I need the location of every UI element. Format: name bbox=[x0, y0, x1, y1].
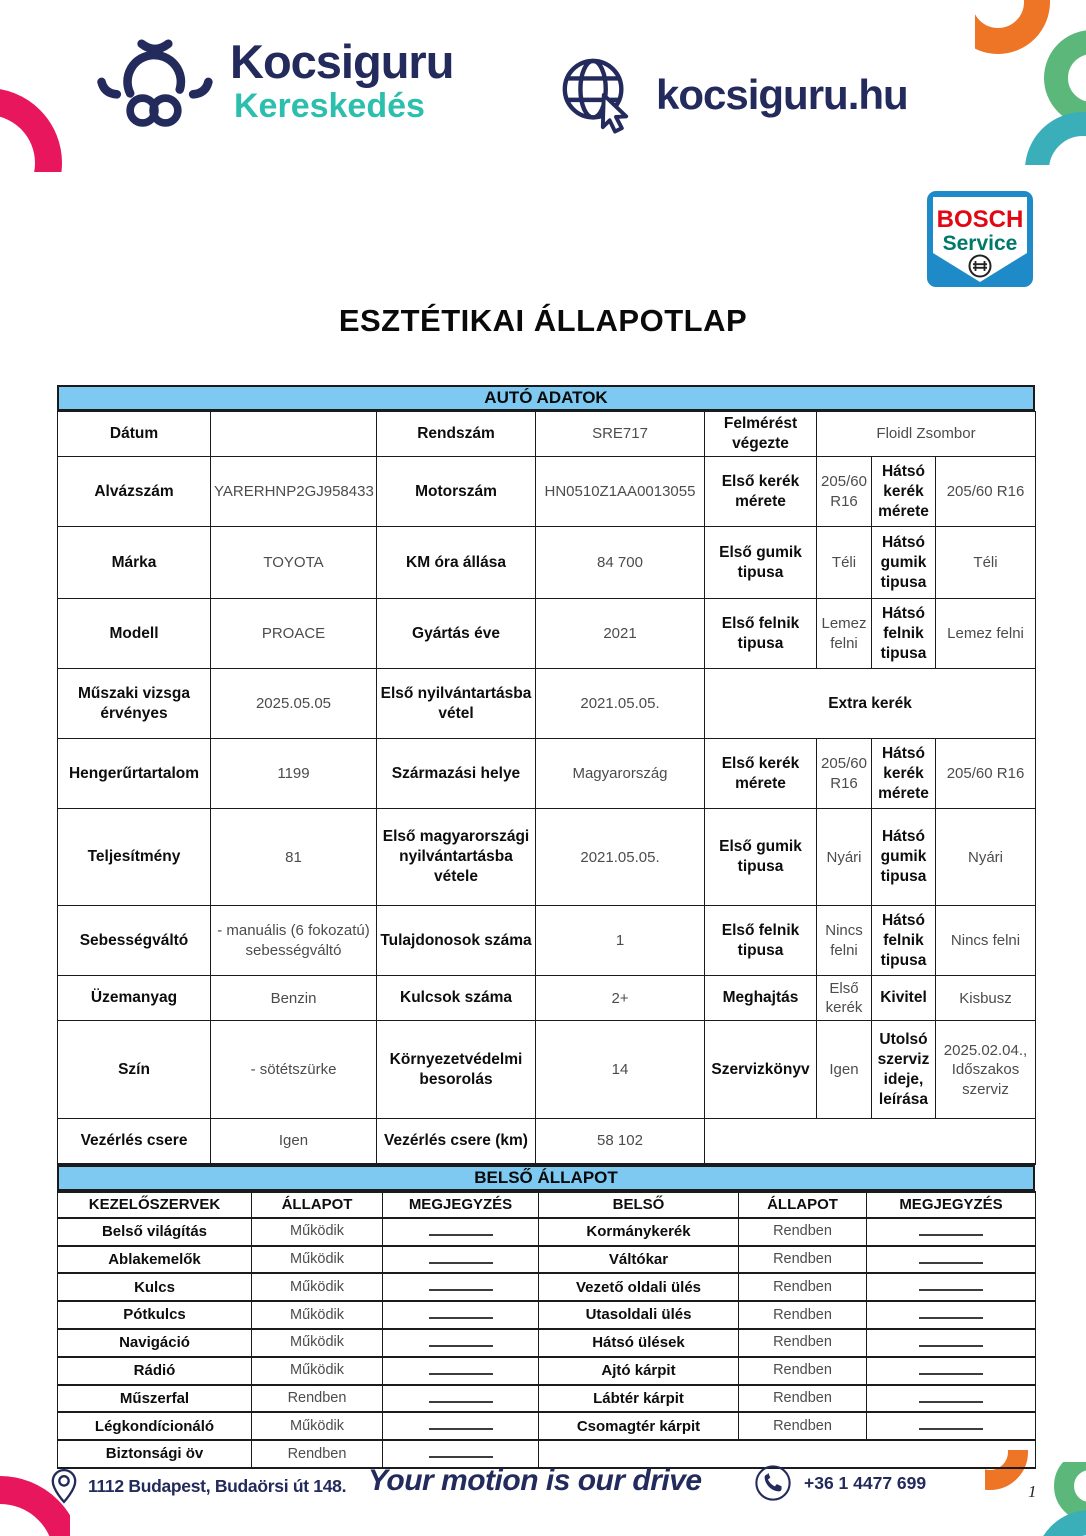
belso-allapot-column-header: KEZELŐSZERVEK bbox=[58, 1192, 252, 1218]
belso-allapot-value: Rendben bbox=[739, 1357, 867, 1385]
belso-allapot-label: Vezető oldali ülés bbox=[539, 1273, 739, 1301]
auto-adatok-row bbox=[58, 599, 1036, 669]
auto-adatok-value: Kisbusz bbox=[936, 976, 1036, 1021]
blank-note-line bbox=[429, 1249, 493, 1264]
belso-allapot-label: Pótkulcs bbox=[58, 1301, 252, 1329]
blank-note-line bbox=[429, 1360, 493, 1375]
belso-allapot-note-cell bbox=[383, 1273, 539, 1301]
bosch-logo-text: BOSCH bbox=[936, 206, 1024, 233]
auto-adatok-label: Vezérlés csere bbox=[58, 1119, 211, 1164]
auto-adatok-value bbox=[705, 1119, 1036, 1164]
auto-adatok-value: 1199 bbox=[211, 739, 377, 809]
auto-adatok-label: Hátsó felnik tipusa bbox=[872, 906, 936, 976]
footer-address: 1112 Budapest, Budaörsi út 148. bbox=[88, 1475, 347, 1496]
auto-adatok-table bbox=[57, 411, 1036, 1165]
auto-adatok-value: Floidl Zsombor bbox=[817, 412, 1036, 457]
auto-adatok-label: Üzemanyag bbox=[58, 976, 211, 1021]
auto-adatok-label: Kivitel bbox=[872, 976, 936, 1021]
auto-adatok-value: Igen bbox=[817, 1021, 872, 1119]
auto-adatok-label: Első felnik tipusa bbox=[705, 599, 817, 669]
auto-adatok-label: Műszaki vizsga érvényes bbox=[58, 669, 211, 739]
page-number: 1 bbox=[1028, 1482, 1037, 1501]
auto-adatok-value: Magyarország bbox=[536, 739, 705, 809]
auto-adatok-label: Hengerűrtartalom bbox=[58, 739, 211, 809]
belso-allapot-note-cell bbox=[867, 1329, 1036, 1357]
globe-cursor-icon bbox=[558, 54, 634, 136]
auto-adatok-label: Első nyilvántartásba vétel bbox=[377, 669, 536, 739]
belso-allapot-value: Működik bbox=[252, 1246, 383, 1274]
belso-allapot-header-row bbox=[58, 1192, 1036, 1218]
auto-adatok-value: Téli bbox=[936, 527, 1036, 599]
auto-adatok-label: Gyártás éve bbox=[377, 599, 536, 669]
belso-allapot-value: Működik bbox=[252, 1301, 383, 1329]
site-logo bbox=[558, 54, 908, 136]
auto-adatok-value: 2021.05.05. bbox=[536, 669, 705, 739]
auto-adatok-label: Tulajdonosok száma bbox=[377, 906, 536, 976]
auto-adatok-value: Benzin bbox=[211, 976, 377, 1021]
belso-allapot-value: Működik bbox=[252, 1218, 383, 1246]
auto-adatok-value: Igen bbox=[211, 1119, 377, 1164]
auto-adatok-value: Lemez felni bbox=[817, 599, 872, 669]
auto-adatok-label: Környezetvédelmi besorolás bbox=[377, 1021, 536, 1119]
auto-adatok-value: SRE717 bbox=[536, 412, 705, 457]
belso-allapot-label: Belső világítás bbox=[58, 1218, 252, 1246]
kocsiguru-logo bbox=[92, 32, 453, 128]
belso-allapot-value: Rendben bbox=[739, 1273, 867, 1301]
belso-allapot-value: Rendben bbox=[252, 1385, 383, 1413]
belso-allapot-value: Működik bbox=[252, 1329, 383, 1357]
logo-subtext: Kereskedés bbox=[234, 87, 425, 125]
auto-adatok-value: PROACE bbox=[211, 599, 377, 669]
belso-allapot-value: Rendben bbox=[739, 1301, 867, 1329]
blank-note-line bbox=[429, 1221, 493, 1236]
auto-adatok-row bbox=[58, 457, 1036, 527]
corner-arc-teal-top-right bbox=[1010, 105, 1086, 165]
auto-adatok-value: 2025.02.04., Időszakos szerviz bbox=[936, 1021, 1036, 1119]
belso-allapot-value: Rendben bbox=[739, 1246, 867, 1274]
auto-adatok-value: Nyári bbox=[936, 809, 1036, 906]
belso-allapot-label: Utasoldali ülés bbox=[539, 1301, 739, 1329]
auto-adatok-label: Sebességváltó bbox=[58, 906, 211, 976]
belso-allapot-label: Kormánykerék bbox=[539, 1218, 739, 1246]
auto-adatok-row bbox=[58, 527, 1036, 599]
auto-adatok-label: Motorszám bbox=[377, 457, 536, 527]
auto-adatok-value: HN0510Z1AA0013055 bbox=[536, 457, 705, 527]
blank-note-line bbox=[919, 1249, 983, 1264]
belso-allapot-label: Rádió bbox=[58, 1357, 252, 1385]
belso-allapot-column-header: BELSŐ bbox=[539, 1192, 739, 1218]
auto-adatok-label: Első kerék mérete bbox=[705, 739, 817, 809]
belso-allapot-row bbox=[58, 1218, 1036, 1246]
auto-adatok-value: Nincs felni bbox=[936, 906, 1036, 976]
blank-note-line bbox=[919, 1360, 983, 1375]
auto-adatok-value: YARERHNP2GJ958433 bbox=[211, 457, 377, 527]
footer bbox=[0, 1462, 1086, 1522]
auto-adatok-value: 1 bbox=[536, 906, 705, 976]
belso-allapot-value: Rendben bbox=[739, 1385, 867, 1413]
blank-note-line bbox=[429, 1276, 493, 1291]
auto-adatok-value: Nyári bbox=[817, 809, 872, 906]
belso-allapot-label: Műszerfal bbox=[58, 1385, 252, 1413]
auto-adatok-value: Nincs felni bbox=[817, 906, 872, 976]
auto-adatok-value bbox=[211, 412, 377, 457]
auto-adatok-label: Származási helye bbox=[377, 739, 536, 809]
auto-adatok-label: KM óra állása bbox=[377, 527, 536, 599]
auto-adatok-label: Első gumik tipusa bbox=[705, 527, 817, 599]
belso-allapot-note-cell bbox=[867, 1273, 1036, 1301]
belso-allapot-value: Működik bbox=[252, 1273, 383, 1301]
belso-allapot-column-header: MEGJEGYZÉS bbox=[383, 1192, 539, 1218]
auto-adatok-value: - manuális (6 fokozatú) sebességváltó bbox=[211, 906, 377, 976]
auto-adatok-value: 84 700 bbox=[536, 527, 705, 599]
belso-allapot-value: Működik bbox=[252, 1412, 383, 1440]
auto-adatok-label: Teljesítmény bbox=[58, 809, 211, 906]
footer-address-group bbox=[50, 1468, 346, 1504]
auto-adatok-value: 2021.05.05. bbox=[536, 809, 705, 906]
auto-adatok-label: Első felnik tipusa bbox=[705, 906, 817, 976]
auto-adatok-value: 205/60 R16 bbox=[817, 457, 872, 527]
belso-allapot-note-cell bbox=[867, 1218, 1036, 1246]
bosch-armature-icon bbox=[970, 256, 991, 277]
belso-allapot-note-cell bbox=[383, 1412, 539, 1440]
belso-allapot-value: Rendben bbox=[739, 1412, 867, 1440]
belso-allapot-note-cell bbox=[383, 1357, 539, 1385]
blank-note-line bbox=[919, 1221, 983, 1236]
auto-adatok-label: Felmérést végezte bbox=[705, 412, 817, 457]
belso-allapot-label: Lábtér kárpit bbox=[539, 1385, 739, 1413]
phone-icon bbox=[754, 1464, 792, 1502]
auto-adatok-label: Hátsó gumik tipusa bbox=[872, 809, 936, 906]
belso-allapot-label: Biztonsági öv bbox=[58, 1440, 252, 1468]
auto-adatok-row bbox=[58, 1021, 1036, 1119]
belso-allapot-note-cell bbox=[383, 1329, 539, 1357]
site-logo-text: kocsiguru.hu bbox=[656, 71, 908, 118]
belso-allapot-row bbox=[58, 1357, 1036, 1385]
auto-adatok-label: Hátsó kerék mérete bbox=[872, 457, 936, 527]
auto-adatok-label: Márka bbox=[58, 527, 211, 599]
belso-allapot-row bbox=[58, 1329, 1036, 1357]
auto-adatok-label: Utolsó szerviz ideje, leírása bbox=[872, 1021, 936, 1119]
belso-allapot-note-cell bbox=[867, 1357, 1036, 1385]
belso-allapot-note-cell bbox=[383, 1301, 539, 1329]
belso-allapot-note-cell bbox=[383, 1218, 539, 1246]
blank-note-line bbox=[429, 1332, 493, 1347]
belso-allapot-label: Ablakemelők bbox=[58, 1246, 252, 1274]
auto-adatok-value: - sötétszürke bbox=[211, 1021, 377, 1119]
blank-note-line bbox=[429, 1443, 493, 1458]
section-header-auto-adatok: AUTÓ ADATOK bbox=[57, 385, 1035, 411]
auto-adatok-value: 2021 bbox=[536, 599, 705, 669]
report-body bbox=[57, 385, 1035, 1469]
bosch-service-badge bbox=[926, 190, 1034, 293]
auto-adatok-row bbox=[58, 1119, 1036, 1164]
belso-allapot-note-cell bbox=[867, 1301, 1036, 1329]
belso-allapot-row bbox=[58, 1273, 1036, 1301]
auto-adatok-label: Szervizkönyv bbox=[705, 1021, 817, 1119]
auto-adatok-value: 205/60 R16 bbox=[817, 739, 872, 809]
auto-adatok-label: Hátsó gumik tipusa bbox=[872, 527, 936, 599]
auto-adatok-label: Első kerék mérete bbox=[705, 457, 817, 527]
belso-allapot-label: Navigáció bbox=[58, 1329, 252, 1357]
blank-note-line bbox=[919, 1388, 983, 1403]
auto-adatok-label: Modell bbox=[58, 599, 211, 669]
belso-allapot-column-header: ÁLLAPOT bbox=[739, 1192, 867, 1218]
page-title: ESZTÉTIKAI ÁLLAPOTLAP bbox=[338, 303, 748, 338]
section-header-belso-allapot: BELSŐ ÁLLAPOT bbox=[57, 1165, 1035, 1191]
blank-note-line bbox=[919, 1276, 983, 1291]
belso-allapot-table bbox=[57, 1191, 1036, 1469]
auto-adatok-value: 14 bbox=[536, 1021, 705, 1119]
corner-arc-green-top-right bbox=[1040, 30, 1086, 130]
belso-allapot-label: Hátsó ülések bbox=[539, 1329, 739, 1357]
belso-allapot-note-cell bbox=[383, 1246, 539, 1274]
auto-adatok-label: Kulcsok száma bbox=[377, 976, 536, 1021]
belso-allapot-row bbox=[58, 1385, 1036, 1413]
auto-adatok-label: Rendszám bbox=[377, 412, 536, 457]
footer-slogan: Your motion is our drive bbox=[368, 1464, 702, 1497]
auto-adatok-value: Lemez felni bbox=[936, 599, 1036, 669]
location-pin-icon bbox=[50, 1468, 78, 1504]
auto-adatok-value: Téli bbox=[817, 527, 872, 599]
footer-phone-group bbox=[754, 1464, 926, 1502]
auto-adatok-value: 81 bbox=[211, 809, 377, 906]
belso-allapot-column-header: ÁLLAPOT bbox=[252, 1192, 383, 1218]
corner-arc-pink-top-left bbox=[0, 86, 66, 172]
bosch-service-text: Service bbox=[942, 232, 1018, 255]
belso-allapot-value: Rendben bbox=[252, 1440, 383, 1468]
belso-allapot-row bbox=[58, 1246, 1036, 1274]
auto-adatok-label: Meghajtás bbox=[705, 976, 817, 1021]
belso-allapot-value: Működik bbox=[252, 1357, 383, 1385]
belso-allapot-value: Rendben bbox=[739, 1218, 867, 1246]
auto-adatok-label: Alvázszám bbox=[58, 457, 211, 527]
blank-note-line bbox=[429, 1415, 493, 1430]
auto-adatok-row bbox=[58, 739, 1036, 809]
auto-adatok-value: 2+ bbox=[536, 976, 705, 1021]
blank-note-line bbox=[429, 1388, 493, 1403]
dog-icon bbox=[92, 32, 216, 128]
belso-allapot-label: Légkondícionáló bbox=[58, 1412, 252, 1440]
auto-adatok-label: Extra kerék bbox=[705, 669, 1036, 739]
belso-allapot-label: Csomagtér kárpit bbox=[539, 1412, 739, 1440]
belso-allapot-note-cell bbox=[867, 1412, 1036, 1440]
belso-allapot-note-cell bbox=[867, 1385, 1036, 1413]
auto-adatok-label: Első magyarországi nyilvántartásba vétele bbox=[377, 809, 536, 906]
belso-allapot-value: Rendben bbox=[739, 1329, 867, 1357]
auto-adatok-value: 2025.05.05 bbox=[211, 669, 377, 739]
belso-allapot-note-cell bbox=[867, 1246, 1036, 1274]
auto-adatok-label: Hátsó felnik tipusa bbox=[872, 599, 936, 669]
auto-adatok-label: Dátum bbox=[58, 412, 211, 457]
logo-wordmark: Kocsiguru bbox=[230, 35, 454, 88]
auto-adatok-row bbox=[58, 412, 1036, 457]
belso-allapot-label: Váltókar bbox=[539, 1246, 739, 1274]
belso-allapot-note-cell bbox=[383, 1385, 539, 1413]
auto-adatok-label: Első gumik tipusa bbox=[705, 809, 817, 906]
auto-adatok-value: 58 102 bbox=[536, 1119, 705, 1164]
auto-adatok-value: TOYOTA bbox=[211, 527, 377, 599]
auto-adatok-value: 205/60 R16 bbox=[936, 739, 1036, 809]
auto-adatok-label: Hátsó kerék mérete bbox=[872, 739, 936, 809]
auto-adatok-row bbox=[58, 976, 1036, 1021]
auto-adatok-row bbox=[58, 669, 1036, 739]
footer-phone: +36 1 4477 699 bbox=[804, 1472, 927, 1493]
belso-allapot-row bbox=[58, 1301, 1036, 1329]
auto-adatok-label: Szín bbox=[58, 1021, 211, 1119]
blank-note-line bbox=[429, 1304, 493, 1319]
corner-arc-orange-top-right bbox=[975, 0, 1055, 66]
auto-adatok-row bbox=[58, 809, 1036, 906]
blank-note-line bbox=[919, 1415, 983, 1430]
auto-adatok-row bbox=[58, 906, 1036, 976]
belso-allapot-label: Ajtó kárpit bbox=[539, 1357, 739, 1385]
belso-allapot-column-header: MEGJEGYZÉS bbox=[867, 1192, 1036, 1218]
blank-note-line bbox=[919, 1332, 983, 1347]
auto-adatok-label: Vezérlés csere (km) bbox=[377, 1119, 536, 1164]
blank-note-line bbox=[919, 1304, 983, 1319]
auto-adatok-value: Első kerék bbox=[817, 976, 872, 1021]
belso-allapot-row bbox=[58, 1412, 1036, 1440]
auto-adatok-value: 205/60 R16 bbox=[936, 457, 1036, 527]
belso-allapot-label: Kulcs bbox=[58, 1273, 252, 1301]
